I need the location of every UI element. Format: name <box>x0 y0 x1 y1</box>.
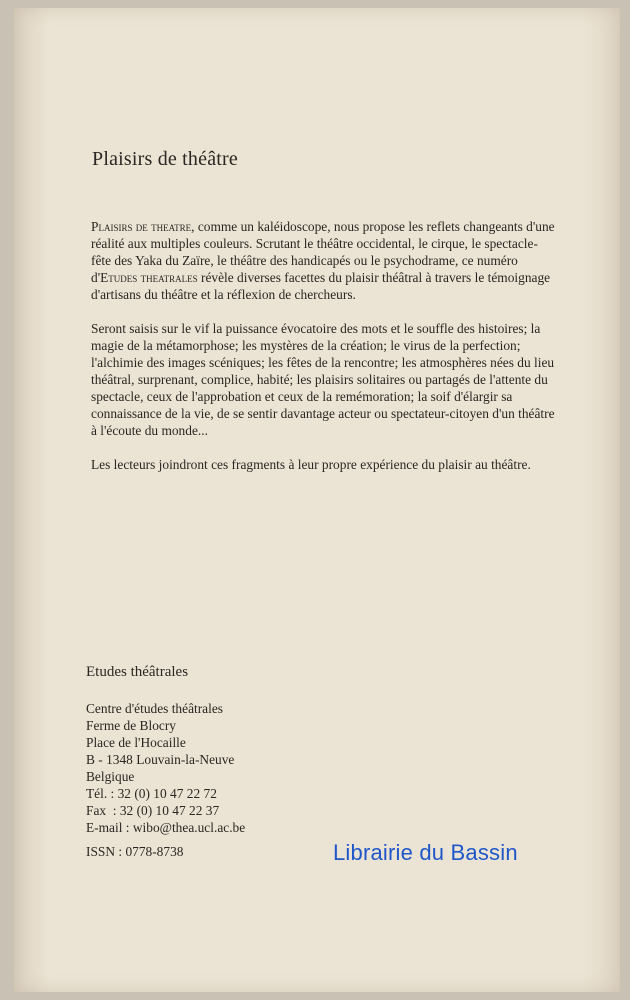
blurb-text: révèle diverses facettes du plaisir théâtral à travers le témoignage d'artisans du théâtre et la réflexion de chercheurs. <box>91 270 551 302</box>
address-line: Place de l'Hocaille <box>86 735 186 750</box>
blurb-paragraph-2: Seront saisis sur le vif la puissance évocatoire des mots et le souffle des histoires; la magie de la métamorphose; les mystères de la création; le virus de la perfection; l'alchimie des images scéniques; les fêtes de la rencontre; les atmosphères nées du lieu théâtral, surprenant, complice, habité; les plaisirs solitaires ou partagés de l'attente du spectacle, ceux de l'approbation et ceux de la remémoration; la soif d'élargir sa connaissance de la vie, de se sentir davantage acteur ou spectateur-citoyen d'un théâtre à l'écoute du monde... <box>91 321 555 438</box>
blurb-paragraph-3: Les lecteurs joindront ces fragments à leur propre expérience du plaisir au théâtre. <box>91 457 531 472</box>
seller-watermark: Librairie du Bassin <box>333 840 518 865</box>
address-line: Centre d'études théâtrales <box>86 701 224 716</box>
address-line: Fax : 32 (0) 10 47 22 37 <box>86 803 220 818</box>
publisher-name: Etudes théâtrales <box>86 664 189 680</box>
address-line: Tél. : 32 (0) 10 47 22 72 <box>86 786 217 801</box>
book-back-cover <box>14 8 620 992</box>
blurb <box>91 218 556 490</box>
blurb-paragraph-1 <box>91 218 556 303</box>
address-line: B - 1348 Louvain-la-Neuve <box>86 752 235 767</box>
title-smallcaps: Plaisirs de theatre <box>91 219 192 234</box>
blurb-text: , comme un kaléidoscope, nous propose les reflets changeants d'une réalité aux multiples couleurs. Scrutant le théâtre occidental, le cirque, le spectacle-fête des Yaka du Zaïre, le théâtre des handicapés ou le psychodrame, ce numéro d' <box>91 219 555 285</box>
address-line: Ferme de Blocry <box>86 718 176 733</box>
book-title: Plaisirs de théâtre <box>92 148 238 170</box>
issn: ISSN : 0778-8738 <box>86 844 184 859</box>
publisher-address <box>86 700 245 836</box>
journal-smallcaps: Etudes theatrales <box>100 270 198 285</box>
address-line: Belgique <box>86 769 135 784</box>
address-line: E-mail : wibo@thea.ucl.ac.be <box>86 820 246 835</box>
